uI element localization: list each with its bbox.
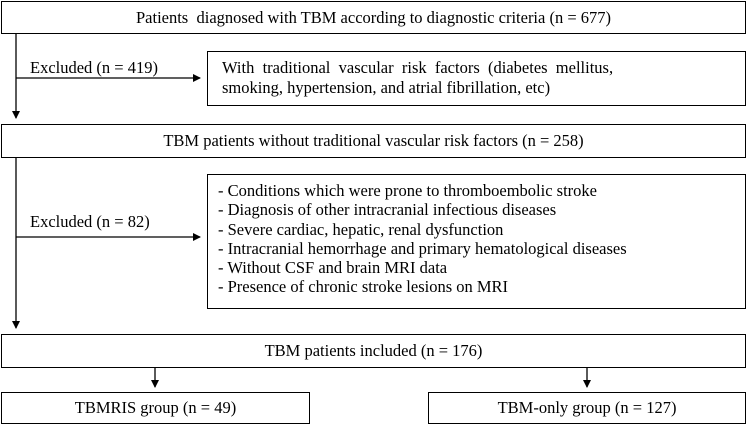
exclusion1-box (207, 51, 746, 106)
tbmris-group-box (1, 392, 310, 424)
tbm-only-group-text: TBM-only group (n = 127) (497, 398, 677, 417)
exclusion2-item: - Severe cardiac, hepatic, renal dysfunction (218, 219, 504, 239)
exclusion2-label: Excluded (n = 82) (30, 212, 150, 231)
exclusion2-list (218, 181, 737, 297)
exclusion1-text-line2: smoking, hypertension, and atrial fibrillation, etc) (222, 78, 551, 97)
tbm-only-group-box (428, 392, 746, 424)
included-patients-text: TBM patients included (n = 176) (264, 341, 483, 360)
no-risk-factors-text: TBM patients without traditional vascular risk factors (n = 258) (163, 131, 584, 150)
included-patients-box (1, 334, 746, 368)
exclusion2-item: - Intracranial hemorrhage and primary hematological diseases (218, 238, 627, 258)
exclusion2-box (207, 174, 746, 309)
exclusion2-item: - Conditions which were prone to thromboembolic stroke (218, 181, 597, 200)
tbmris-group-text: TBMRIS group (n = 49) (74, 398, 237, 417)
exclusion1-label: Excluded (n = 419) (30, 58, 158, 77)
diagnosed-patients-box (1, 1, 746, 34)
exclusion2-item: - Presence of chronic stroke lesions on MRI (218, 277, 509, 297)
exclusion1-text-line1: With traditional vascular risk factors (diabetes mellitus, (222, 58, 614, 77)
exclusion2-item: - Diagnosis of other intracranial infectious diseases (218, 200, 557, 220)
exclusion2-item: - Without CSF and brain MRI data (218, 258, 448, 278)
no-risk-factors-box (1, 124, 746, 158)
diagnosed-patients-text: Patients diagnosed with TBM according to diagnostic criteria (n = 677) (135, 7, 612, 27)
